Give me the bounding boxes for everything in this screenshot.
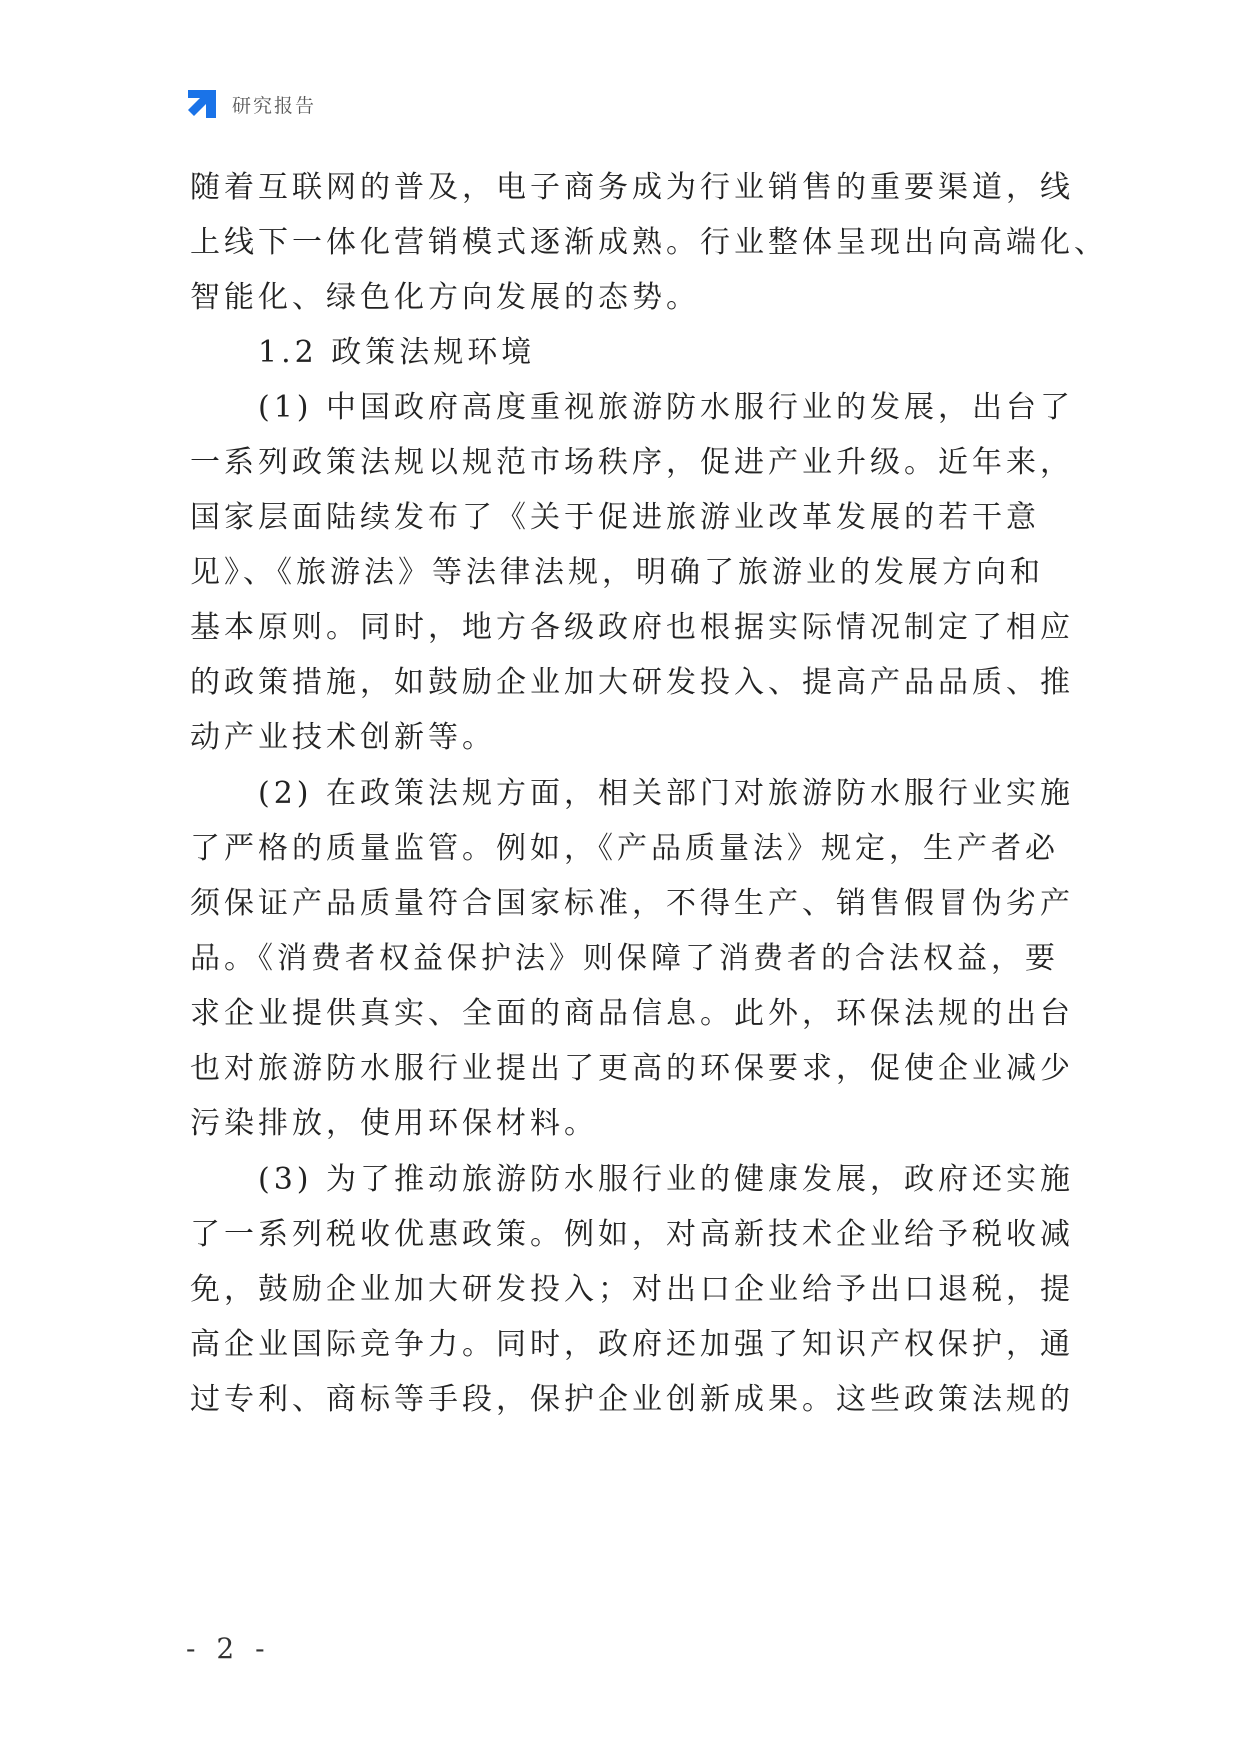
arrow-logo-icon	[186, 88, 218, 120]
report-header	[186, 88, 316, 120]
text-line: 一系列政策法规以规范市场秩序，促进产业升级。近年来，	[190, 445, 1074, 480]
text-line: 上线下一体化营销模式逐渐成熟。行业整体呈现出向高端化、	[190, 225, 1108, 260]
text-line: 智能化、绿色化方向发展的态势。	[190, 280, 700, 315]
text-line: 动产业技术创新等。	[190, 720, 496, 755]
text-line: 免，鼓励企业加大研发投入；对出口企业给予出口退税，提	[190, 1272, 1074, 1307]
text-line: (1) 中国政府高度重视旅游防水服行业的发展，出台了	[190, 390, 1075, 425]
text-line: 求企业提供真实、全面的商品信息。此外，环保法规的出台	[190, 996, 1074, 1031]
section-heading: 1.2 政策法规环境	[190, 335, 536, 370]
text-line: 随着互联网的普及，电子商务成为行业销售的重要渠道，线	[190, 170, 1074, 205]
text-line: 的政策措施，如鼓励企业加大研发投入、提高产品品质、推	[190, 665, 1074, 700]
text-line: 也对旅游防水服行业提出了更高的环保要求，促使企业减少	[190, 1051, 1074, 1086]
text-line: 污染排放，使用环保材料。	[190, 1106, 598, 1141]
page-number: - 2 -	[186, 1632, 271, 1665]
text-line: 了严格的质量监管。例如，《产品质量法》规定，生产者必	[190, 831, 1059, 866]
text-line: 国家层面陆续发布了《关于促进旅游业改革发展的若干意	[190, 500, 1040, 535]
text-line: 基本原则。同时，地方各级政府也根据实际情况制定了相应	[190, 610, 1074, 645]
header-label: 研究报告	[232, 94, 317, 117]
text-line: 见》、《旅游法》等法律法规，明确了旅游业的发展方向和	[190, 555, 1044, 590]
text-line: (2) 在政策法规方面，相关部门对旅游防水服行业实施	[190, 776, 1075, 811]
text-line: 过专利、商标等手段，保护企业创新成果。这些政策法规的	[190, 1382, 1074, 1417]
text-line: (3) 为了推动旅游防水服行业的健康发展，政府还实施	[190, 1162, 1075, 1197]
text-line: 了一系列税收优惠政策。例如，对高新技术企业给予税收减	[190, 1217, 1074, 1252]
text-line: 品。《消费者权益保护法》则保障了消费者的合法权益，要	[190, 941, 1059, 976]
text-line: 须保证产品质量符合国家标准，不得生产、销售假冒伪劣产	[190, 886, 1074, 921]
text-line: 高企业国际竞争力。同时，政府还加强了知识产权保护，通	[190, 1327, 1074, 1362]
